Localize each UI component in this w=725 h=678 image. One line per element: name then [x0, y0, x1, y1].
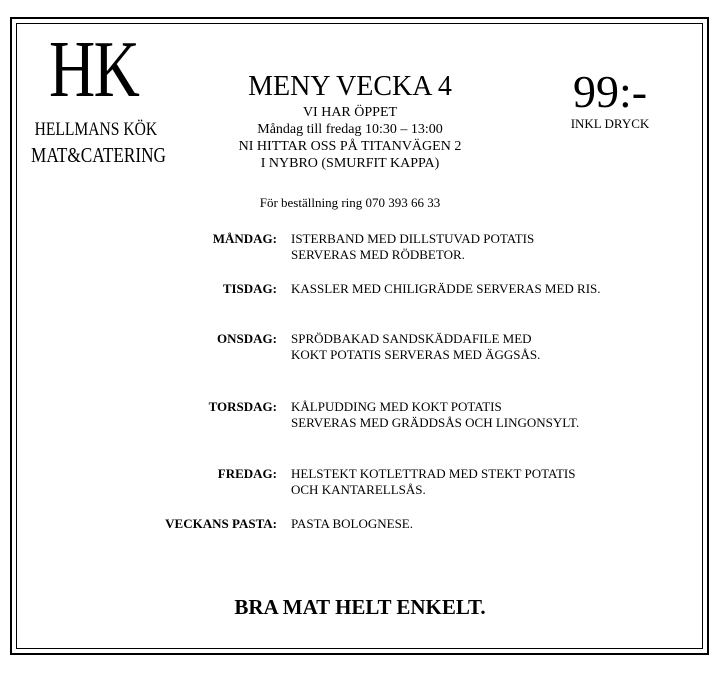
price: 99:- — [572, 66, 648, 117]
price-note: INKL DRYCK — [570, 116, 650, 131]
header — [200, 70, 500, 172]
day-label: MÅNDAG: — [212, 231, 277, 246]
dish-line: SERVERAS MED GRÄDDSÅS OCH LINGONSYLT. — [291, 415, 580, 430]
logo-name: HELLMANS KÖK — [34, 119, 158, 140]
dish-description — [291, 331, 681, 363]
address-city: I NYBRO (SMURFIT KAPPA) — [260, 156, 440, 171]
dish-line: OCH KANTARELLSÅS. — [291, 482, 426, 497]
dish-description — [291, 466, 681, 498]
day-label: VECKANS PASTA: — [165, 516, 277, 531]
dish-description — [291, 399, 681, 431]
logo-subtitle: MAT&CATERING — [31, 143, 166, 167]
dish-description — [291, 231, 681, 263]
day-label: ONSDAG: — [217, 331, 277, 346]
slogan: BRA MAT HELT ENKELT. — [234, 595, 486, 619]
logo-initials: HK — [49, 26, 139, 114]
address-line: NI HITTAR OSS PÅ TITANVÄGEN 2 — [238, 139, 462, 154]
day-label: TISDAG: — [222, 281, 277, 296]
dish-line: HELSTEKT KOTLETTRAD MED STEKT POTATIS — [291, 466, 576, 481]
dish-line: SPRÖDBAKAD SANDSKÄDDAFILE MED — [291, 331, 532, 346]
dish-line: ISTERBAND MED DILLSTUVAD POTATIS — [291, 231, 535, 246]
open-notice: VI HAR ÖPPET — [302, 105, 398, 120]
dish-line: KOKT POTATIS SERVERAS MED ÄGGSÅS. — [291, 347, 541, 362]
dish-description — [291, 281, 681, 297]
dish-line: SERVERAS MED RÖDBETOR. — [291, 247, 465, 262]
dish-line: KASSLER MED CHILIGRÄDDE SERVERAS MED RIS. — [291, 281, 601, 296]
dish-line: PASTA BOLOGNESE. — [291, 516, 414, 531]
day-label: FREDAG: — [217, 466, 277, 481]
order-phone: För beställning ring 070 393 66 33 — [259, 195, 441, 210]
opening-hours: Måndag till fredag 10:30 – 13:00 — [257, 122, 443, 137]
price-block — [555, 66, 665, 132]
day-label: TORSDAG: — [208, 399, 277, 414]
dish-line: KÅLPUDDING MED KOKT POTATIS — [291, 399, 502, 414]
page-title: MENY VECKA 4 — [248, 71, 452, 102]
dish-description — [291, 516, 681, 532]
